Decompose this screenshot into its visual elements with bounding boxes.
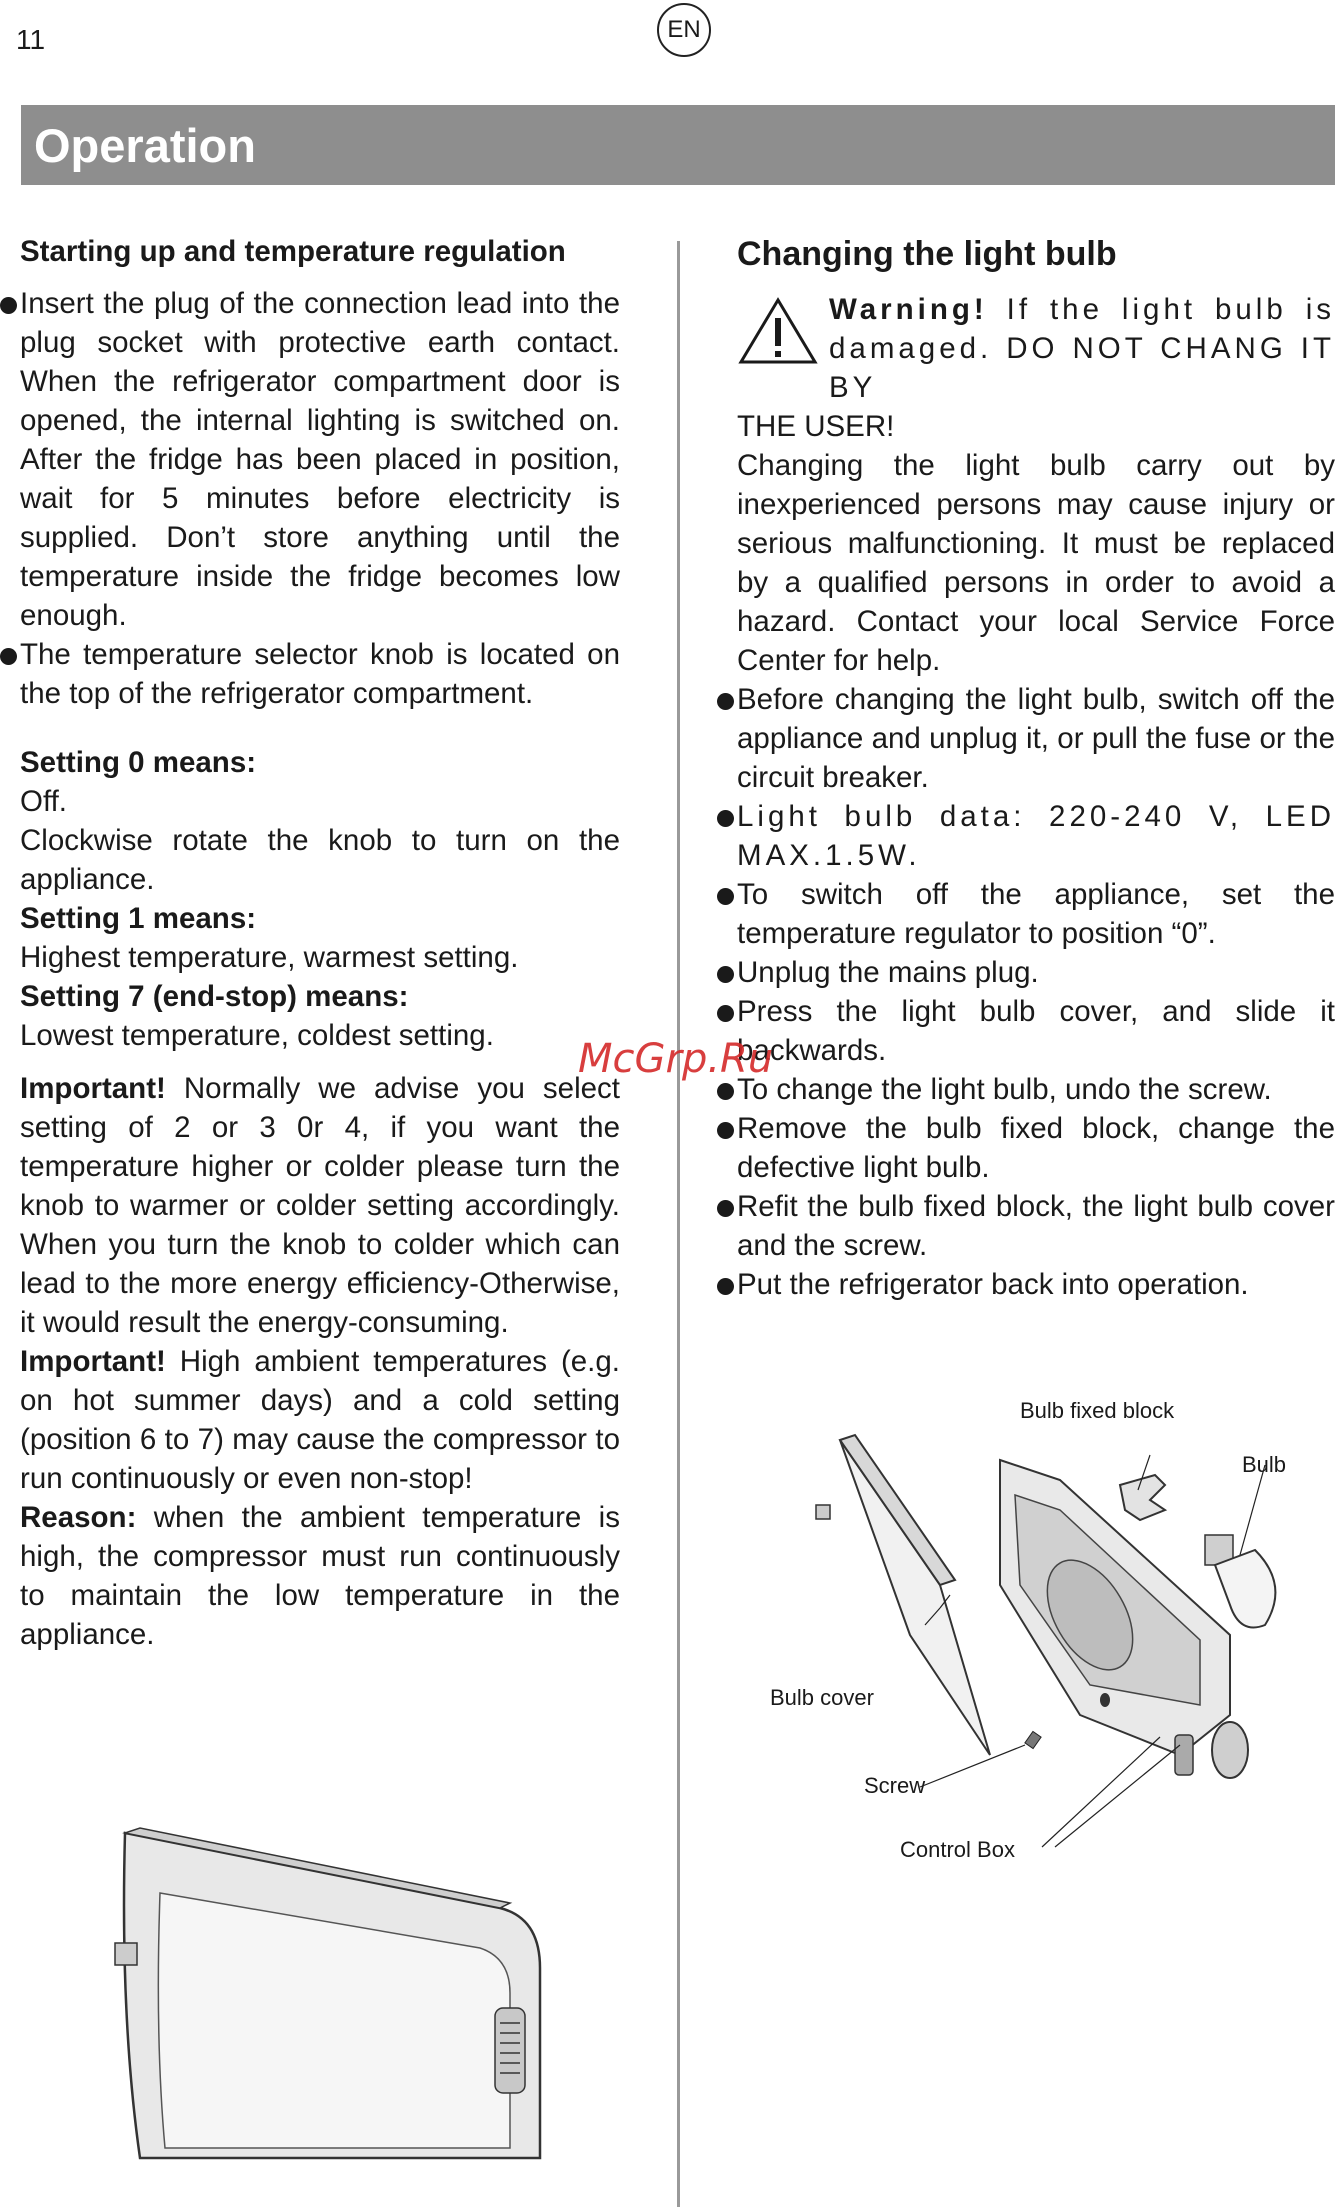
bullet-text: Press the light bulb cover, and slide it backwards. [737,995,1335,1067]
setting-0-line2: Clockwise rotate the knob to turn on the appliance. [20,824,620,896]
bullet-text: Refit the bulb fixed block, the light bulb cover and the screw. [737,1190,1335,1262]
bullet-item [737,797,1335,875]
bullet-text: To change the light bulb, undo the screw. [737,1073,1272,1106]
bullet-text: To switch off the appliance, set the temperature regulator to position “0”. [737,878,1335,950]
setting-0-line1: Off. [20,785,68,818]
bulb-fixed-block-shape [1120,1475,1165,1520]
right-column [737,232,1335,1304]
label-bulb-cover: Bulb cover [770,1685,874,1710]
bullet-item [737,953,1335,992]
bullet-dot-icon [717,1200,734,1217]
warning-text: If the light bulb is damaged. DO NOT CHANG IT BY [829,293,1335,404]
right-heading: Changing the light bulb [737,235,1117,273]
warning-triangle-icon [737,296,819,366]
setting-7-text: Lowest temperature, coldest setting. [20,1019,494,1052]
bullet-text: Put the refrigerator back into operation. [737,1268,1249,1301]
bullet-text: Light bulb data: 220-240 V, LED MAX.1.5W. [737,800,1335,872]
bullet-dot-icon [717,1278,734,1295]
section-title-banner [21,105,1335,185]
setting-1-text: Highest temperature, warmest setting. [20,941,519,974]
setting-0-title: Setting 0 means: [20,746,257,779]
watermark: McGrp.Ru [578,1036,774,1082]
bullet-item [737,1109,1335,1187]
bullet-dot-icon [717,810,734,827]
bullet-item [737,875,1335,953]
bullet-text: Insert the plug of the connection lead into the plug socket with protective earth contact. When the refrigerator compartment door is opened, the internal lighting is switched on. After the fridge has been placed in position, wait for 5 minutes before electricity is supplied. Don’t store anything until the temperature inside the fridge becomes low enough. [20,287,620,632]
knob-shape [1212,1722,1248,1778]
label-bulb-fixed-block: Bulb fixed block [1020,1398,1175,1423]
right-bullet-list [737,680,1335,1304]
bullet-dot-icon [0,648,17,665]
warning-label: Warning! [829,293,988,326]
bullet-text: Before changing the light bulb, switch off the appliance and unplug it, or pull the fuse or the circuit breaker. [737,683,1335,794]
bullet-item [737,1070,1335,1109]
bullet-dot-icon [717,693,734,710]
bullet-item [737,1265,1335,1304]
bulb-shape [1215,1550,1275,1628]
label-screw: Screw [864,1773,926,1798]
warning-block [737,290,1335,407]
knob-shape [495,2008,525,2093]
language-badge: EN [657,3,711,57]
reason-note: Reason: when the ambient temperature is high, the compressor must run continuously to maintain the low temperature in the appliance. [20,1501,620,1651]
important-note-2: Important! High ambient temperatures (e.g. on hot summer days) and a cold setting (position 6 to 7) may cause the compressor to run continuously or even non-stop! [20,1345,620,1495]
bullet-item [737,1187,1335,1265]
label-control-box: Control Box [900,1837,1015,1862]
warning-paragraph: Changing the light bulb carry out by inexperienced persons may cause injury or serious malfunctioning. It must be replaced by a qualified persons in order to avoid a hazard. Contact your local Service Force Center for help. [737,449,1335,677]
important-note-1: Important! Normally we advise you select setting of 2 or 3 0r 4, if you want the temperature higher or colder please turn the knob to warmer or colder setting accordingly. When you turn the knob to colder which can lead to the more energy efficiency-Otherwise, it would result the energy-consuming. [20,1072,620,1339]
bullet-dot-icon [717,888,734,905]
bullet-item [20,284,620,635]
left-heading: Starting up and temperature regulation [20,235,566,268]
bullet-item [737,992,1335,1070]
bullet-text: The temperature selector knob is located on the top of the refrigerator compartment. [20,638,620,710]
light-assembly-diagram [760,1385,1320,1855]
page-number: 11 [16,24,46,55]
warning-continuation: THE USER! [737,410,895,443]
bullet-text: Unplug the mains plug. [737,956,1039,989]
light-cover-illustration [100,1818,560,2168]
screw-shape [1025,1731,1041,1748]
label-bulb: Bulb [1242,1452,1287,1477]
bullet-item [737,680,1335,797]
bullet-dot-icon [717,1005,734,1022]
bullet-dot-icon [717,1083,734,1100]
section-title: Operation [34,118,256,172]
setting-1-title: Setting 1 means: [20,902,257,935]
setting-7-title: Setting 7 (end-stop) means: [20,980,409,1013]
bullet-item [20,635,620,713]
bullet-dot-icon [717,1122,734,1139]
bullet-text: Remove the bulb fixed block, change the defective light bulb. [737,1112,1335,1184]
bullet-dot-icon [717,966,734,983]
column-divider [677,241,680,2207]
left-column [20,232,620,1654]
bullet-dot-icon [0,297,17,314]
